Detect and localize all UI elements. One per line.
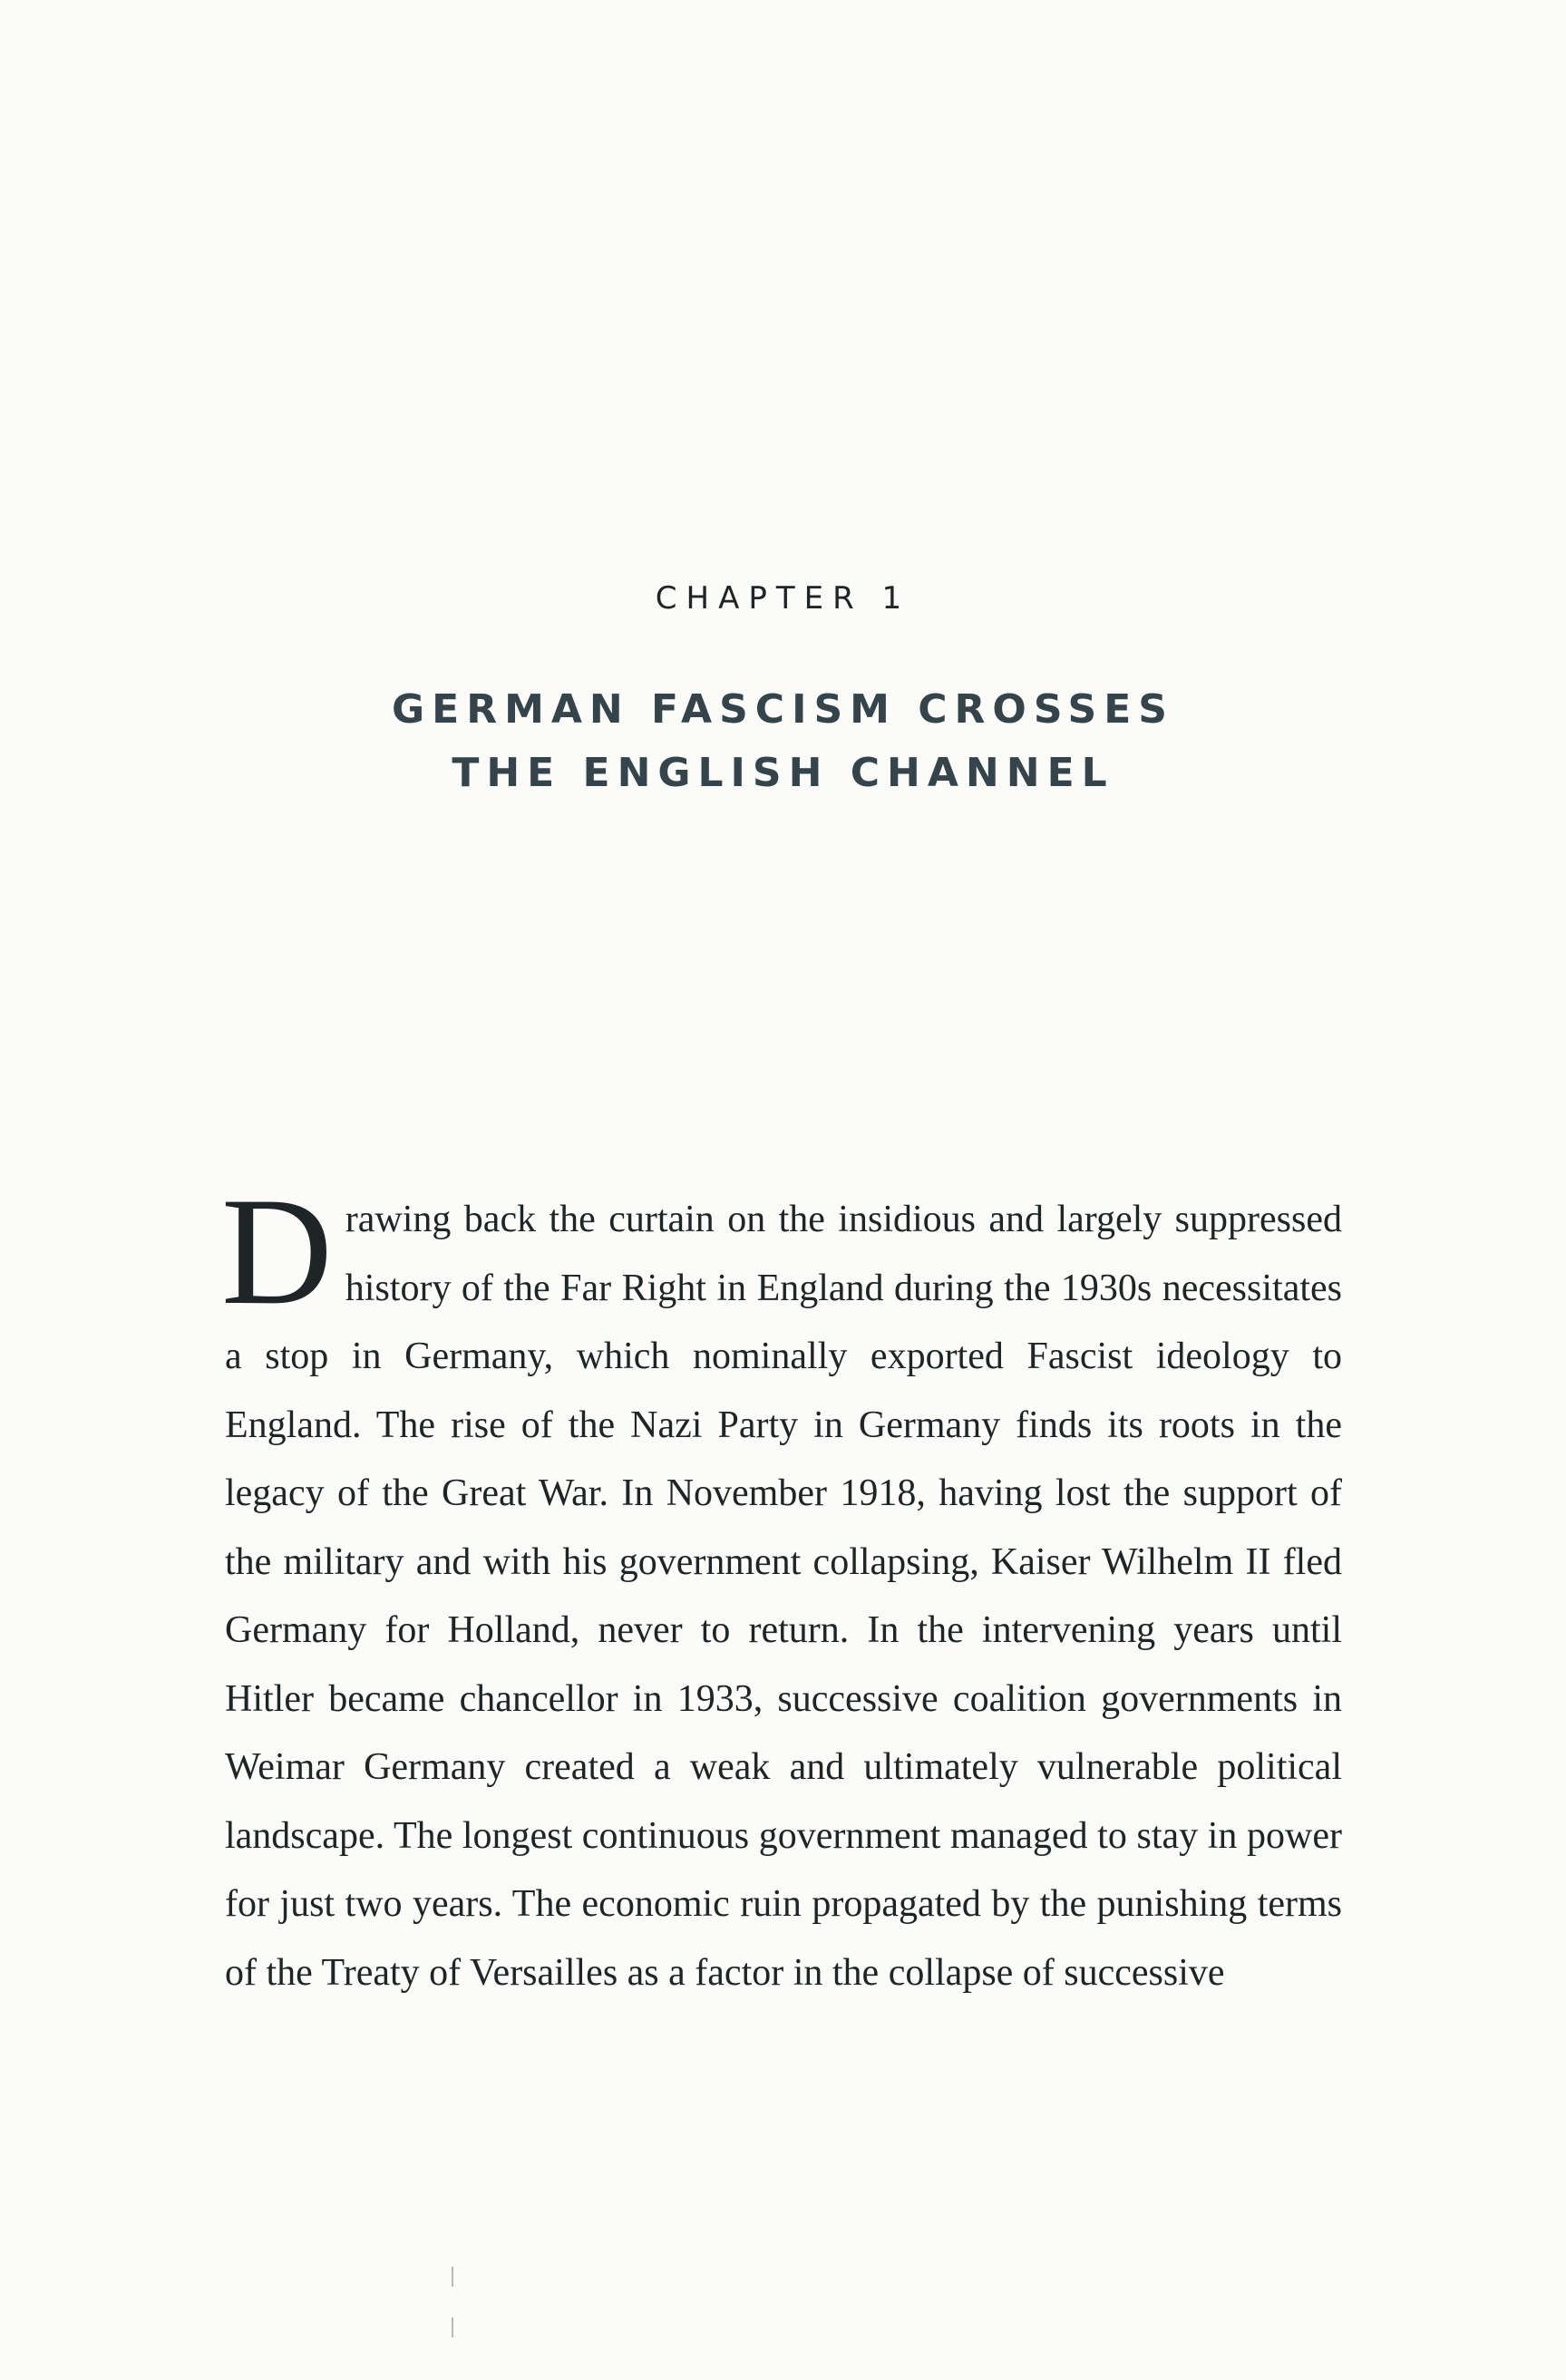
chapter-title-line-2: THE ENGLISH CHANNEL — [452, 750, 1114, 796]
chapter-title-line-1: GERMAN FASCISM CROSSES — [392, 686, 1174, 733]
paragraph-text: rawing back the curtain on the insidious and largely suppressed history of the Far Right in England during the 1930s necessitates a stop in Germany, which nominally exported Fascist ideology to England. The rise of the Nazi Party in Germany finds its roots in the legacy of the Great War. In November 1918, having lost the support of the military and with his government collapsing, Kaiser Wilhelm II fled Germany for Holland, never to return. In the intervening years until Hitler became chancellor in 1933, successive coalition governments in Weimar Germany created a weak and ultimately vulnerable political landscape. The longest continuous government managed to stay in power for just two years. The economic ruin propagated by the punishing terms of the Treaty of Versailles as a factor in the collapse of successive — [225, 1199, 1342, 1994]
drop-cap: D — [221, 1166, 333, 1336]
scan-speck — [452, 2267, 453, 2287]
chapter-title — [0, 678, 1566, 805]
chapter-label: CHAPTER 1 — [655, 580, 911, 617]
body-paragraph — [221, 1166, 1342, 2007]
scan-speck — [452, 2317, 453, 2337]
scan-specks — [452, 2267, 454, 2366]
